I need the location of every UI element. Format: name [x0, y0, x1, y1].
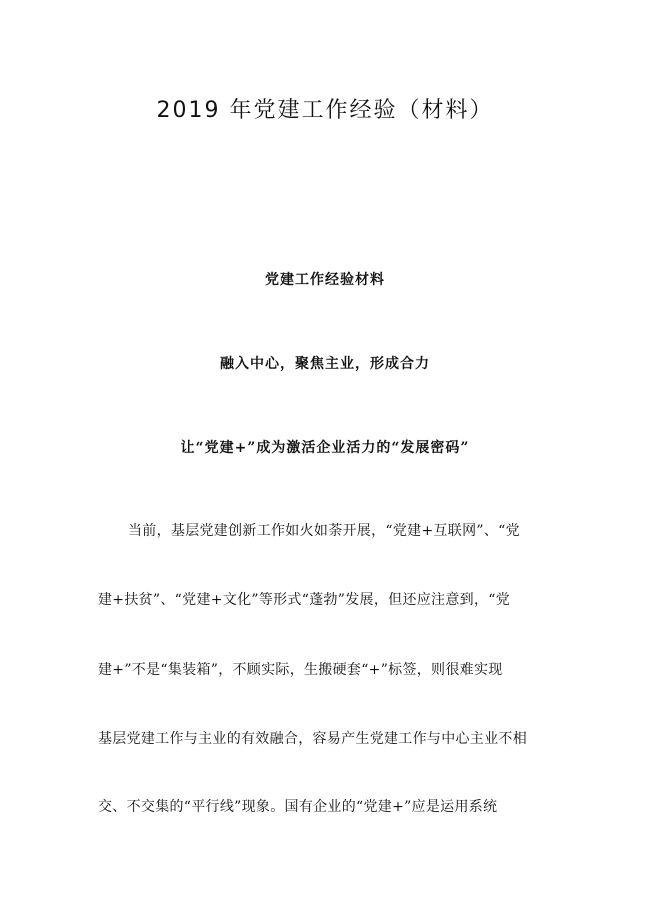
body-line: 建+扶贫”、“党建+文化”等形式“蓬勃”发展，但还应注意到，“党 [98, 592, 511, 608]
section-heading-material: 党建工作经验材料 [265, 272, 385, 288]
document-title: 2019 年党建工作经验（材料） [156, 98, 494, 123]
body-line: 建+”不是“集装箱”，不顾实际，生搬硬套“+”标签，则很难实现 [98, 662, 503, 678]
body-line: 当前，基层党建创新工作如火如荼开展，“党建+互联网”、“党 [128, 523, 520, 539]
section-heading-development-code: 让“党建+”成为激活企业活力的“发展密码” [180, 440, 470, 456]
body-line: 交、不交集的“平行线”现象。国有企业的“党建+”应是运用系统 [98, 799, 498, 815]
body-line: 基层党建工作与主业的有效融合，容易产生党建工作与中心主业不相 [98, 731, 527, 747]
section-heading-integration: 融入中心，聚焦主业，形成合力 [220, 356, 430, 372]
